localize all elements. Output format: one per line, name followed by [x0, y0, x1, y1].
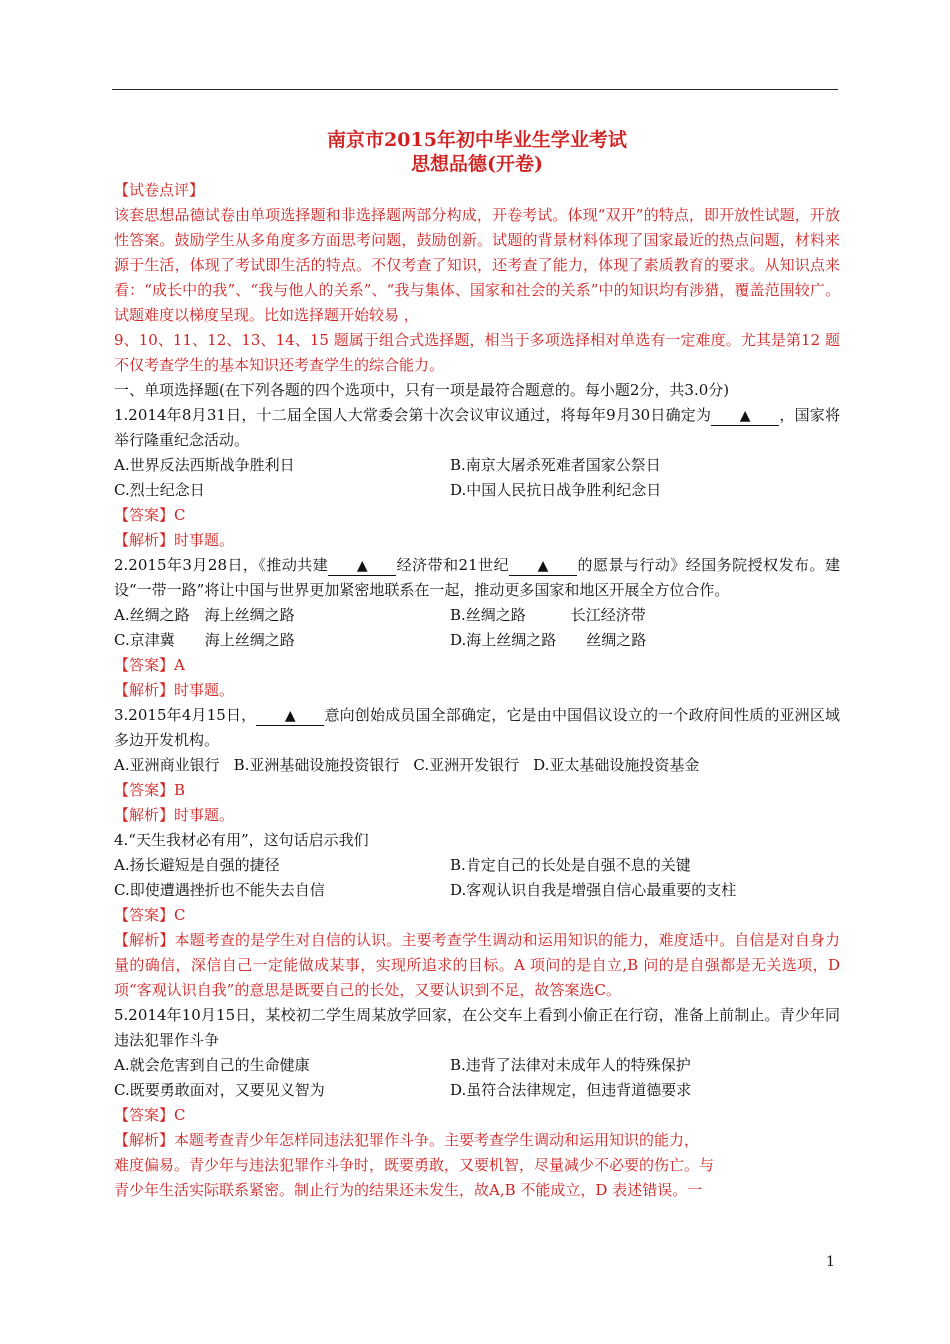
- question-5-analysis: 【解析】本题考查青少年怎样同违法犯罪作斗争。主要考查学生调动和运用知识的能力， 难度偏易。青少年与违法犯罪作斗争时，既要勇敢，又要机智，尽量减少不必要的伤亡。与 青少年生活实际联系紧密。制止行为的结果还未发生，故A,B 不能成立，D 表述错误。一: [114, 1131, 715, 1199]
- question-2-answer: 【答案】A: [114, 656, 185, 674]
- question-2-options: [114, 603, 840, 653]
- question-1-analysis: 【解析】时事题。: [114, 531, 235, 549]
- question-1-answer: 【答案】C: [114, 506, 186, 524]
- option-d: D.海上丝绸之路 丝绸之路: [450, 631, 647, 649]
- option-c: C.京津冀 海上丝绸之路: [114, 631, 295, 649]
- option-a: A.世界反法西斯战争胜利日: [114, 456, 295, 474]
- answer-blank: ▲: [328, 556, 396, 576]
- option-d: D.虽符合法律规定，但违背道德要求: [450, 1081, 692, 1099]
- answer-blank: ▲: [509, 556, 577, 576]
- question-4-answer: 【答案】C: [114, 906, 186, 924]
- doc-subtitle: 思想品德(开卷): [411, 153, 543, 175]
- option-a: A.丝绸之路 海上丝绸之路: [114, 606, 295, 624]
- option-d: D.客观认识自我是增强自信心最重要的支柱: [450, 881, 737, 899]
- page-number: 1: [826, 1254, 835, 1270]
- question-2-stem: 2.2015年3月28日，《推动共建 ▲ 经济带和21世纪 ▲ 的愿景与行动》经国务院授权发布。建设“一带一路”将让中国与世界更加紧密地联系在一起，推动更多国家和地区开展全方位合作。: [114, 556, 840, 599]
- header-rule: [112, 89, 838, 90]
- doc-title: 南京市2015年初中毕业生学业考试: [327, 129, 627, 151]
- question-3-answer: 【答案】B: [114, 781, 186, 799]
- question-4-stem: 4.“天生我材必有用”，这句话启示我们: [114, 831, 369, 849]
- question-5-answer: 【答案】C: [114, 1106, 186, 1124]
- option-b: B.违背了法律对未成年人的特殊保护: [450, 1056, 691, 1074]
- question-3-options: [114, 753, 840, 778]
- option-a: A.扬长避短是自强的捷径: [114, 856, 280, 874]
- question-3-stem: 3.2015年4月15日， ▲ 意向创始成员国全部确定，它是由中国倡议设立的一个政府间性质的亚洲区域多边开发机构。: [114, 706, 840, 749]
- question-4-options: [114, 853, 840, 903]
- question-2-analysis: 【解析】时事题。: [114, 681, 235, 699]
- section-heading: 一、单项选择题(在下列各题的四个选项中，只有一项是最符合题意的。每小题2分，共3.0分): [114, 381, 730, 399]
- option-b: B.肯定自己的长处是自强不息的关键: [450, 856, 691, 874]
- exam-document: [114, 128, 840, 1203]
- option-c: C.既要勇敢面对，又要见义智为: [114, 1081, 325, 1099]
- option-a: A.亚洲商业银行: [114, 756, 220, 774]
- question-5-options: [114, 1053, 840, 1103]
- option-c: C.即使遭遇挫折也不能失去自信: [114, 881, 325, 899]
- review-label: 【试卷点评】: [114, 181, 205, 199]
- option-b: B.丝绸之路 长江经济带: [450, 606, 646, 624]
- option-b: B.亚洲基础设施投资银行: [233, 756, 400, 774]
- question-5-stem: 5.2014年10月15日，某校初二学生周某放学回家，在公交车上看到小偷正在行窃，准备上前制止。青少年同违法犯罪作斗争: [114, 1006, 840, 1049]
- answer-blank: ▲: [256, 706, 324, 726]
- option-c: C.亚洲开发银行: [413, 756, 520, 774]
- review-text: 该套思想品德试卷由单项选择题和非选择题两部分构成，开卷考试。体现“双开”的特点，即开放性试题，开放性答案。鼓励学生从多角度多方面思考问题，鼓励创新。试题的背景材料体现了国家最近的热点问题，材料来源于生活，体现了考试即生活的特点。不仅考查了知识，还考查了能力，体现了素质教育的要求。从知识点来看：“成长中的我”、“我与他人的关系”、“我与集体、国家和社会的关系”中的知识均有涉猎，覆盖范围较广。试题难度以梯度呈现。比如选择题开始较易 ，: [114, 206, 840, 324]
- question-4-analysis: 【解析】本题考查的是学生对自信的认识。主要考查学生调动和运用知识的能力，难度适中。自信是对自身力量的确信，深信自己一定能做成某事，实现所追求的目标。A 项问的是自立,B 问的是自强都是无关选项，D 项“客观认识自我”的意思是既要自己的长处，又要认识到不足，故答案选C。: [114, 931, 840, 999]
- option-a: A.就会危害到自己的生命健康: [114, 1056, 310, 1074]
- option-b: B.南京大屠杀死难者国家公祭日: [450, 456, 661, 474]
- option-c: C.烈士纪念日: [114, 481, 205, 499]
- option-d: D.亚太基础设施投资基金: [533, 756, 700, 774]
- review-text-2: 9、10、11、12、13、14、15 题属于组合式选择题，相当于多项选择相对单选有一定难度。尤其是第12 题不仅考查学生的基本知识还考查学生的综合能力。: [114, 331, 840, 374]
- question-1-options: [114, 453, 840, 503]
- option-d: D.中国人民抗日战争胜利纪念日: [450, 481, 662, 499]
- question-3-analysis: 【解析】时事题。: [114, 806, 235, 824]
- question-1-stem: 1.2014年8月31日，十二届全国人大常委会第十次会议审议通过，将每年9月30日确定为 ▲ ，国家将举行隆重纪念活动。: [114, 406, 840, 449]
- answer-blank: ▲: [711, 406, 779, 426]
